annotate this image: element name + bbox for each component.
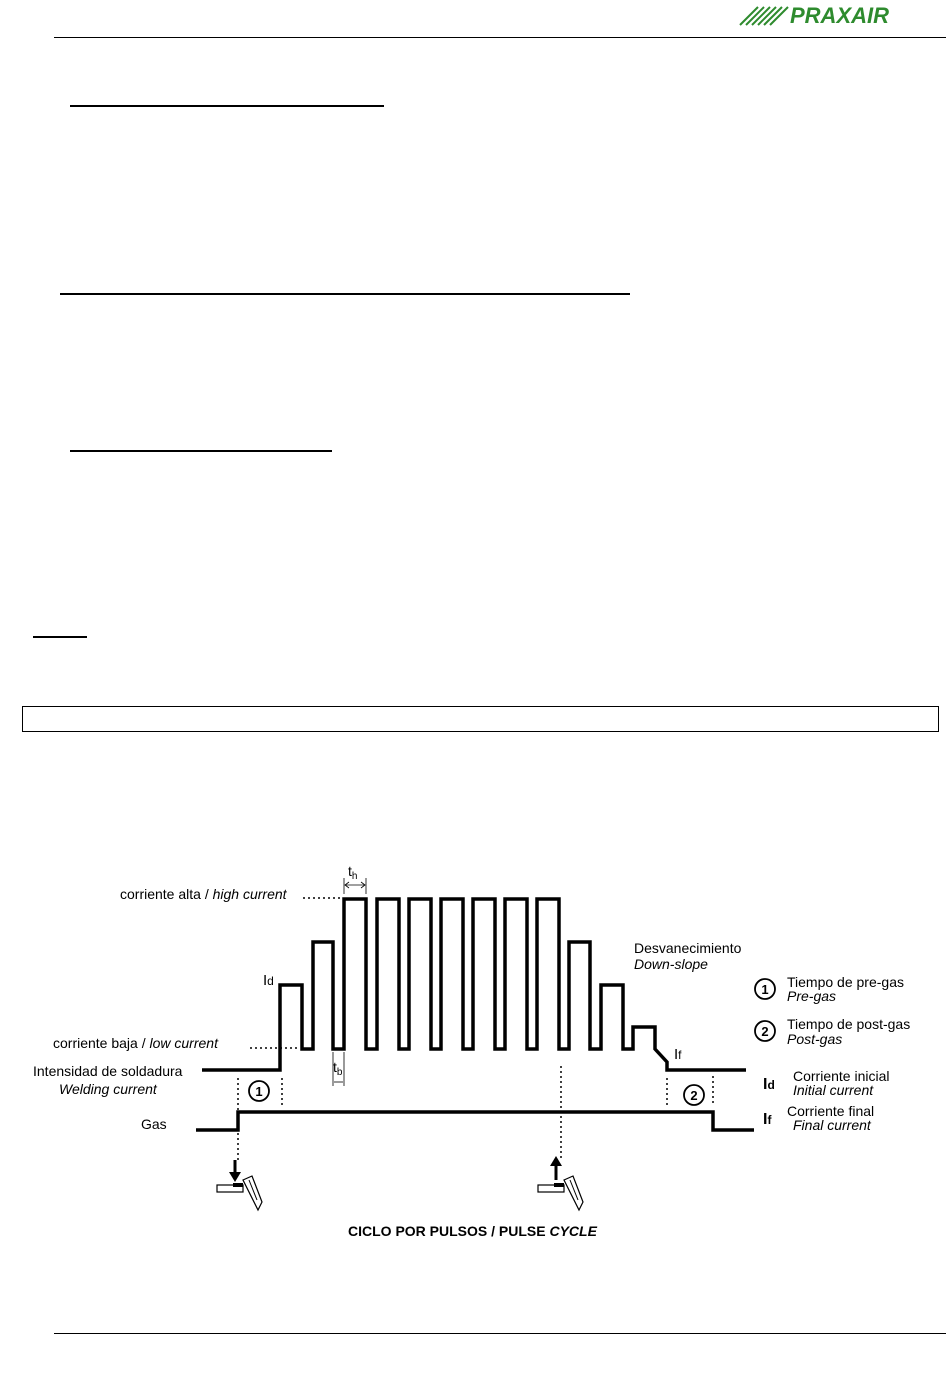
pulse-cycle-diagram [0, 840, 950, 1250]
initial-current-label: Id [263, 972, 274, 989]
torch-trigger-press-icon [217, 1160, 262, 1210]
svg-text:Initial current: Initial current [793, 1082, 874, 1098]
downslope-label: Desvanecimiento [634, 940, 742, 956]
th-label: $t_h$ [348, 863, 358, 882]
high-current-label: corriente alta / high current [120, 886, 287, 902]
svg-text:1: 1 [761, 982, 769, 997]
legend-item-final-current [763, 1103, 874, 1133]
logo-text: PRAXAIR [790, 3, 890, 28]
downslope-label-en: Down-slope [634, 956, 708, 972]
svg-text:Pre-gas: Pre-gas [787, 988, 837, 1004]
svg-text:Post-gas: Post-gas [787, 1031, 843, 1047]
svg-text:Corriente final: Corriente final [787, 1103, 875, 1119]
svg-text:Corriente inicial: Corriente inicial [793, 1068, 890, 1084]
low-current-label: corriente baja / low current [53, 1035, 218, 1051]
footer-rule [54, 1333, 946, 1334]
welding-current-label: Intensidad de soldadura [33, 1063, 183, 1079]
svg-text:1: 1 [255, 1084, 263, 1099]
section-heading-rule-1 [70, 105, 384, 107]
legend-item-postgas [755, 1016, 910, 1047]
logo-stripes-icon [738, 6, 790, 26]
svg-text:Tiempo de post-gas: Tiempo de post-gas [787, 1016, 911, 1032]
header-rule [54, 37, 946, 38]
praxair-logo [738, 2, 894, 30]
final-current-label: If [674, 1046, 682, 1063]
diagram-caption: CICLO POR PULSOS / PULSE CYCLE [348, 1223, 597, 1239]
tb-label: $t_b$ [333, 1059, 343, 1078]
gas-label: Gas [141, 1116, 167, 1132]
torch-trigger-release-icon [538, 1156, 583, 1210]
svg-text:Tiempo de pre-gas: Tiempo de pre-gas [787, 974, 904, 990]
welding-current-label-en: Welding current [59, 1081, 157, 1097]
note-heading-rule [33, 636, 87, 638]
empty-table-row [22, 706, 939, 732]
svg-text:Id: Id [763, 1076, 775, 1093]
svg-text:2: 2 [761, 1024, 769, 1039]
svg-text:2: 2 [690, 1088, 698, 1103]
pregas-marker [249, 1081, 269, 1101]
gas-line [196, 1112, 754, 1130]
svg-text:Final current: Final current [793, 1117, 871, 1133]
legend-item-pregas [755, 974, 904, 1004]
legend-item-initial-current [763, 1068, 889, 1098]
welding-current-waveform [202, 899, 746, 1070]
section-heading-rule-3 [70, 450, 332, 452]
section-heading-rule-2 [60, 293, 630, 295]
svg-text:If: If [763, 1111, 772, 1128]
postgas-marker [684, 1085, 704, 1105]
